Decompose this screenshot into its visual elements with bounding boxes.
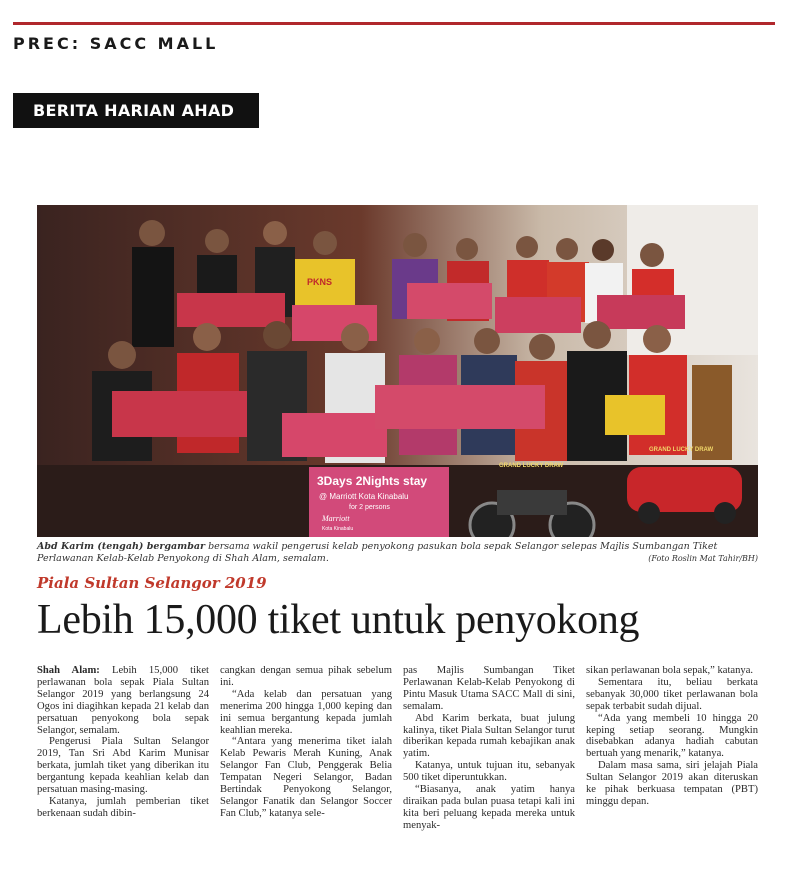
podium: [692, 365, 732, 460]
paragraph: Abd Karim berkata, buat julung kalinya, tiket Piala Sultan Selangor turut diberikan kepada rumah kebajikan anak yatim.: [403, 712, 575, 760]
paragraph: [37, 665, 209, 736]
paragraph: “Antara yang menerima tiket ialah Kelab Pewaris Merah Kuning, Anak Selangor Fan Club, Penggerak Belia Tempatan Negeri Selangor, Badan Bertindak Penyokong Selangor, Selangor Fanatik dan Selangor Soccer Fan Club,” katanya sele-: [220, 736, 392, 819]
paragraph: sikan perlawanan bola sepak,” katanya.: [586, 665, 754, 676]
banner-line2: @ Marriott Kota Kinabalu: [319, 492, 409, 501]
paragraph: Katanya, jumlah pemberian tiket berkenaan sudah dibin-: [37, 795, 209, 819]
source-badge: BERITA HARIAN AHAD: [13, 93, 259, 128]
banner-sub: Kota Kinabalu: [322, 526, 354, 532]
article-column-2: [220, 665, 392, 832]
paragraph: Katanya, untuk tujuan itu, sebanyak 500 tiket diperuntukkan.: [403, 760, 575, 784]
paragraph: “Biasanya, anak yatim hanya diraikan pada bulan puasa tetapi kali ini kita beri peluang kepada mereka untuk menyak-: [403, 784, 575, 831]
caption-text: bersama wakil pengerusi kelab penyokong pasukan bola sepak Selangor selepas Majlis Sumbangan Tiket Perlawanan Kelab-Kelab Penyokong di Shah Alam, semalam.: [37, 541, 718, 564]
article-kicker: Piala Sultan Selangor 2019: [37, 574, 267, 592]
article-body: [37, 665, 758, 832]
news-photo: [37, 205, 758, 537]
shirt-text: PKNS: [307, 277, 333, 287]
paragraph: “Ada kelab dan persatuan yang menerima 200 hingga 1,000 keping dan ini semua bergantung kepada jumlah keahlian mereka.: [220, 688, 392, 736]
paragraph: cangkan dengan semua pihak sebelum ini.: [220, 665, 392, 688]
article-headline: Lebih 15,000 tiket untuk penyokong: [37, 597, 640, 643]
dateline: Shah Alam:: [37, 665, 100, 676]
article-column-1: [37, 665, 209, 832]
paragraph: Sementara itu, beliau berkata sebanyak 30,000 tiket perlawanan bola sepak terbabit sudah dijual.: [586, 676, 758, 712]
prec-label: PREC: SACC MALL: [13, 34, 219, 53]
paragraph-text: Lebih 15,000 tiket perlawanan bola sepak Piala Sultan Selangor 2019 yang berlangsung 24 Ogos ini diagihkan kepada 21 kelab dan persatuan penyokong bola sepak Selangor, semalam.: [37, 665, 209, 736]
article-column-3: [403, 665, 575, 832]
banner-line1: 3Days 2Nights stay: [317, 474, 428, 488]
banner-line3: for 2 persons: [349, 504, 390, 511]
draw-label-2: GRAND LUCKY DRAW: [649, 447, 714, 453]
draw-label-1: GRAND LUCKY DRAW: [499, 463, 564, 469]
article-column-4: [586, 665, 758, 832]
paragraph: Dalam masa sama, siri jelajah Piala Sultan Selangor 2019 akan diteruskan ke pihak berkuasa tempatan (PBT) minggu depan.: [586, 760, 758, 807]
paragraph: “Ada yang membeli 10 hingga 20 keping setiap seorang. Mungkin disebabkan adanya hadiah cabutan bertuah yang menarik,” katanya.: [586, 712, 758, 760]
caption-lead: Abd Karim (tengah) bergambar: [37, 541, 206, 552]
top-rule: [13, 22, 775, 25]
paragraph: Pengerusi Piala Sultan Selangor 2019, Tan Sri Abd Karim Munisar berkata, jumlah tiket yang diberikan itu bergantung kepada keahlian kelab dan persatuan masing-masing.: [37, 736, 209, 796]
photo-credit: (Foto Roslin Mat Tahir/BH): [648, 554, 758, 563]
hotel-prize-banner: [309, 467, 449, 537]
paragraph: pas Majlis Sumbangan Tiket Perlawanan Kelab-Kelab Penyokong di Pintu Masuk Utama SACC Mall di sini, semalam.: [403, 665, 575, 712]
banner-brand: Marriott: [322, 514, 350, 523]
